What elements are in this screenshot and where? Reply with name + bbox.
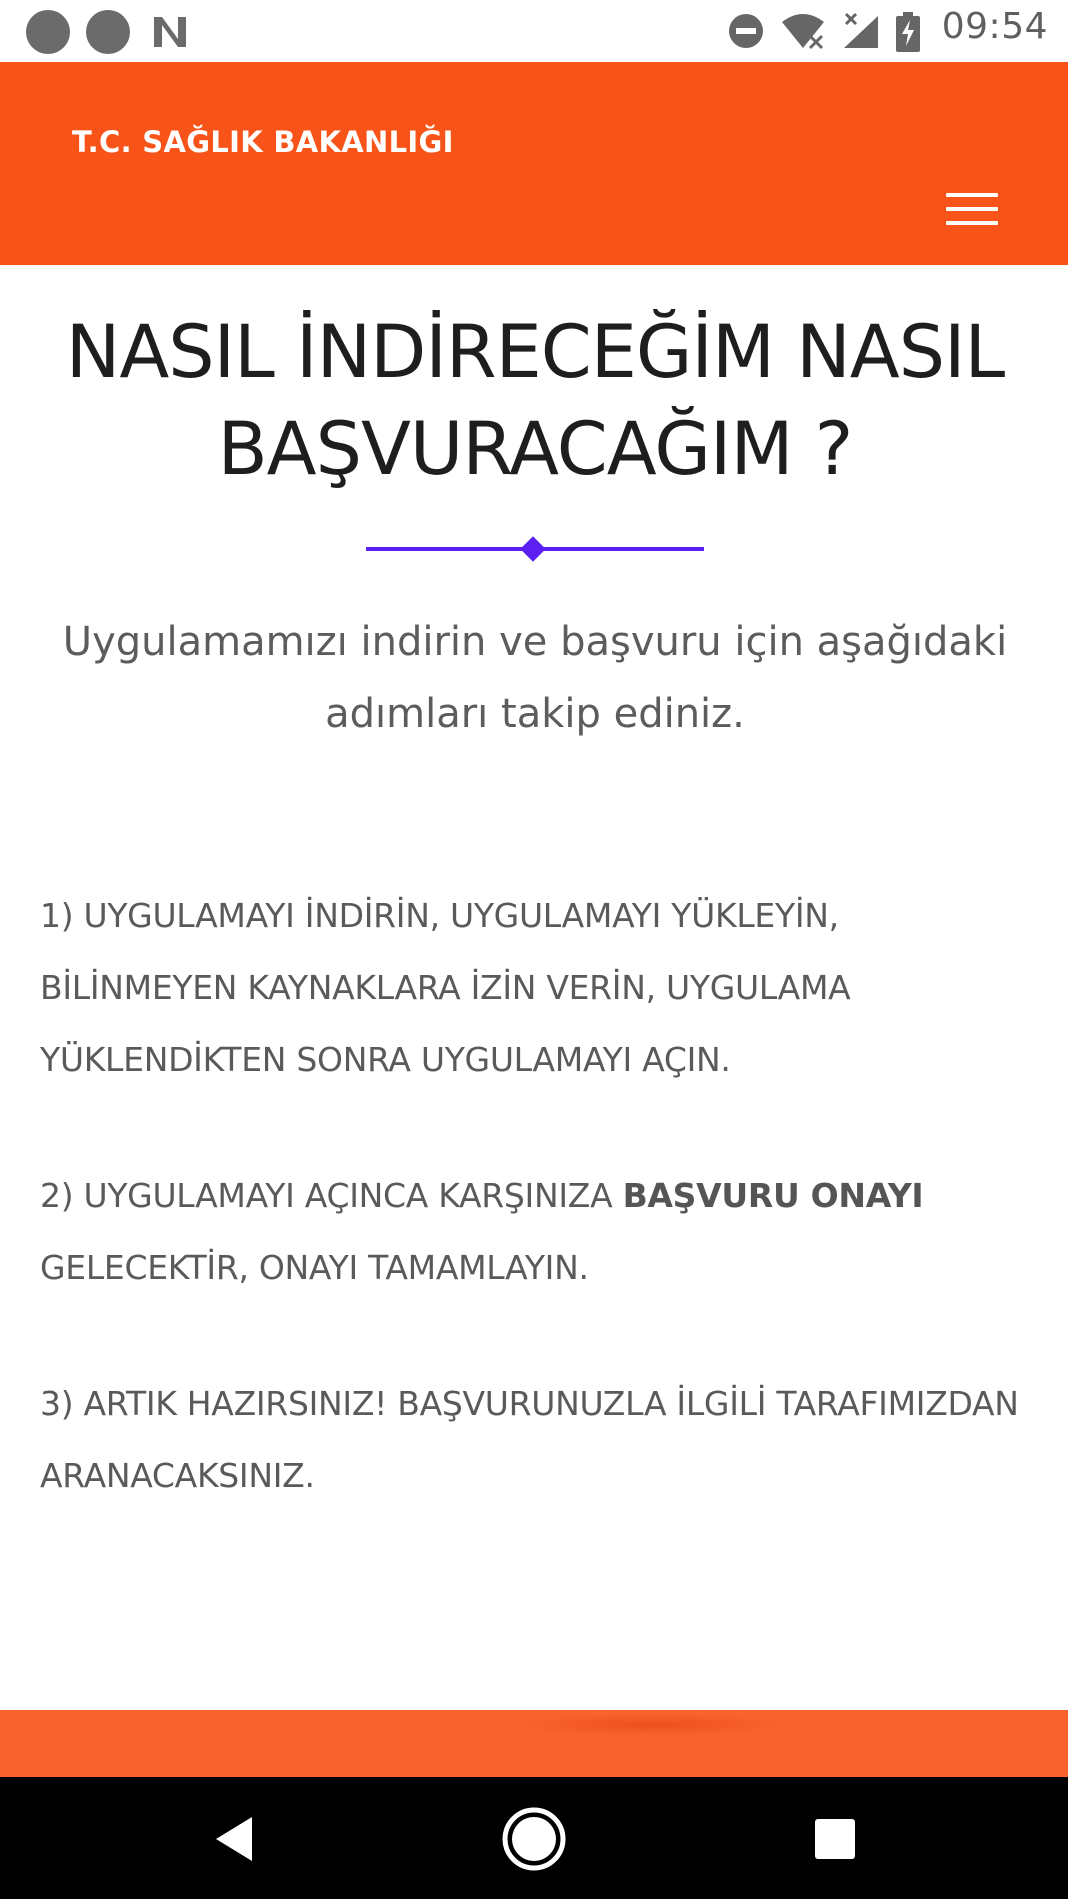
footer-shadow xyxy=(520,1714,780,1736)
battery-charging-icon xyxy=(895,12,921,52)
recents-icon[interactable] xyxy=(795,1799,875,1879)
status-bar xyxy=(0,0,1068,62)
n-app-icon xyxy=(150,13,190,51)
step-1: 1) UYGULAMAYI İNDİRİN, UYGULAMAYI YÜKLEYİN, BİLİNMEYEN KAYNAKLARA İZİN VERİN, UYGULAMA YÜKLENDİKTEN SONRA UYGULAMAYI AÇIN. xyxy=(40,896,851,1079)
brand-logo-text[interactable]: T.C. SAĞLIK BAKANLIĞI xyxy=(72,125,454,159)
step-3: 3) ARTIK HAZIRSINIZ! BAŞVURUNUZLA İLGİLİ TARAFIMIZDAN ARANACAKSINIZ. xyxy=(40,1384,1019,1495)
wifi-off-icon xyxy=(780,12,826,50)
menu-line xyxy=(946,221,998,225)
menu-line xyxy=(946,193,998,197)
footer-band xyxy=(0,1710,1068,1777)
page-subtitle: Uygulamamızı indirin ve başvuru için aşağıdaki adımları takip ediniz. xyxy=(62,619,1008,737)
step-2 xyxy=(40,1160,1030,1304)
notification-dot-icon xyxy=(86,10,130,54)
steps-list xyxy=(40,880,1030,1576)
title-divider xyxy=(366,537,704,561)
system-navigation-bar xyxy=(0,1777,1068,1899)
back-icon[interactable] xyxy=(196,1799,276,1879)
do-not-disturb-icon xyxy=(727,12,765,50)
hamburger-menu-icon[interactable] xyxy=(946,193,998,227)
step-2-text-end: GELECEKTİR, ONAYI TAMAMLAYIN. xyxy=(40,1248,589,1287)
signal-no-data-icon xyxy=(840,12,880,50)
home-icon[interactable] xyxy=(494,1799,574,1879)
site-header xyxy=(0,62,1068,265)
status-time: 09:54 xyxy=(941,6,1048,47)
step-2-emphasis: BAŞVURU ONAYI xyxy=(622,1176,924,1215)
divider-diamond-icon xyxy=(520,536,545,561)
menu-line xyxy=(946,207,998,211)
notification-dot-icon xyxy=(26,10,70,54)
step-2-text-start: 2) UYGULAMAYI AÇINCA KARŞINIZA xyxy=(40,1176,623,1215)
page-title: NASIL İNDİRECEĞİM NASIL BAŞVURACAĞIM ? xyxy=(65,310,1005,492)
